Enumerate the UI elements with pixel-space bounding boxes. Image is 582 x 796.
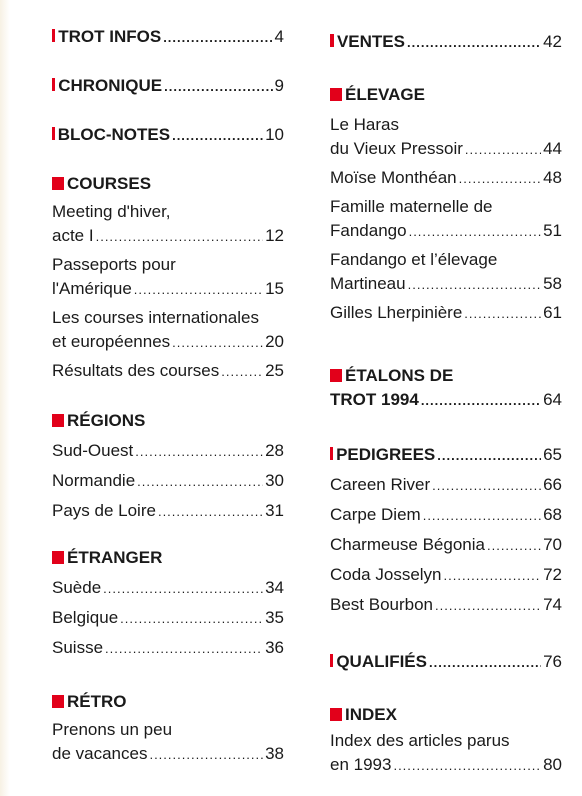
entry-text: Carpe Diem [330, 505, 421, 524]
page-number: 76 [543, 652, 562, 671]
leader-dots [172, 331, 263, 355]
red-square-icon [330, 34, 334, 47]
section-title: TROT INFOS [58, 27, 162, 46]
leader-dots [407, 31, 541, 55]
leader-dots [105, 637, 263, 661]
toc-entry[interactable] [52, 439, 284, 464]
toc-entry[interactable] [330, 166, 562, 191]
entry-text: Index des articles parus [330, 731, 510, 750]
leader-dots [135, 440, 263, 464]
leader-dots [103, 577, 263, 601]
toc-section-bloc-notes[interactable] [52, 123, 284, 148]
entry-text: Gilles Lherpinière [330, 303, 463, 322]
red-square-icon [330, 708, 342, 721]
section-title: RÉTRO [67, 692, 127, 711]
leader-dots [137, 470, 263, 494]
page-number: 34 [265, 578, 284, 597]
toc-section-etalons[interactable] [330, 364, 562, 413]
entry-text: Martineau [330, 274, 406, 293]
section-title: INDEX [345, 705, 397, 724]
section-title: QUALIFIÉS [336, 652, 427, 671]
toc-entry[interactable] [330, 503, 562, 528]
entry-text: Moïse Monthéan [330, 168, 457, 187]
entry-text: Famille maternelle de [330, 197, 493, 216]
entry-text: Sud-Ouest [52, 441, 134, 460]
red-square-icon [330, 369, 342, 382]
page-number: 80 [543, 755, 562, 774]
page-number: 51 [543, 221, 562, 240]
page-number: 70 [543, 535, 562, 554]
leader-dots [393, 754, 541, 778]
red-square-icon [330, 447, 333, 460]
leader-dots [172, 124, 263, 148]
page-number: 4 [274, 27, 284, 46]
leader-dots [444, 564, 542, 588]
entry-text: Careen River [330, 475, 431, 494]
entry-text: en 1993 [330, 755, 392, 774]
page-number: 72 [543, 565, 562, 584]
entry-text: Charmeuse Bégonia [330, 535, 485, 554]
toc-entry[interactable] [52, 636, 284, 661]
leader-dots [459, 167, 541, 191]
entry-text: Prenons un peu [52, 720, 173, 739]
entry-text: du Vieux Pressoir [330, 139, 463, 158]
entry-text: et européennes [52, 332, 171, 351]
section-title: RÉGIONS [67, 411, 146, 430]
entry-text: Meeting d'hiver, [52, 202, 171, 221]
toc-entry[interactable] [52, 253, 284, 302]
toc-section-courses [52, 172, 284, 384]
red-square-icon [52, 127, 55, 140]
toc-entry[interactable] [52, 718, 284, 767]
red-square-icon [330, 654, 333, 667]
page-number: 64 [543, 390, 562, 409]
leader-dots [432, 474, 541, 498]
red-square-icon [52, 551, 64, 564]
leader-dots [429, 651, 541, 675]
entry-text: l'Amérique [52, 279, 132, 298]
entry-text: Suisse [52, 638, 104, 657]
toc-entry[interactable] [52, 200, 284, 249]
entry-text: Résultats des courses [52, 361, 220, 380]
leader-dots [487, 534, 541, 558]
toc-section-qualifies[interactable] [330, 650, 562, 675]
toc-section-chronique[interactable] [52, 74, 284, 99]
page-number: 9 [274, 76, 284, 95]
entry-text: Pays de Loire [52, 501, 156, 520]
leader-dots [134, 278, 263, 302]
leader-dots [421, 389, 541, 413]
entry-text: Coda Josselyn [330, 565, 442, 584]
leader-dots [120, 607, 263, 631]
toc-section-trot-infos[interactable] [52, 25, 284, 50]
toc-entry[interactable] [52, 499, 284, 524]
section-title: TROT 1994 [330, 390, 419, 409]
toc-section-regions [52, 409, 284, 524]
toc-entry[interactable] [52, 606, 284, 631]
toc-entry[interactable] [330, 473, 562, 498]
toc-section-pedigrees [330, 443, 562, 618]
page-number: 35 [265, 608, 284, 627]
entry-text: Normandie [52, 471, 136, 490]
page-number: 15 [265, 279, 284, 298]
section-title: CHRONIQUE [58, 76, 163, 95]
leader-dots [164, 75, 272, 99]
red-square-icon [52, 29, 55, 42]
toc-entry[interactable] [330, 248, 562, 297]
toc-entry[interactable] [330, 195, 562, 244]
red-square-icon [52, 695, 64, 708]
leader-dots [409, 220, 542, 244]
section-title: PEDIGREES [336, 445, 436, 464]
leader-dots [437, 444, 541, 468]
entry-text: Suède [52, 578, 102, 597]
leader-dots [163, 26, 272, 50]
leader-dots [465, 138, 541, 162]
leader-dots [464, 302, 541, 326]
page-number: 44 [543, 139, 562, 158]
toc-entry[interactable] [330, 533, 562, 558]
page-number: 25 [265, 361, 284, 380]
toc-section-ventes[interactable] [330, 30, 562, 55]
section-title: VENTES [336, 32, 405, 51]
section-title: ÉLEVAGE [345, 85, 425, 104]
page-edge-shadow [0, 0, 10, 796]
toc-entry[interactable] [330, 113, 562, 162]
section-title: COURSES [67, 174, 152, 193]
page-number: 58 [543, 274, 562, 293]
red-square-icon [52, 78, 55, 91]
entry-text: Les courses internationales [52, 308, 259, 327]
leader-dots [408, 273, 541, 297]
entry-text: Belgique [52, 608, 119, 627]
page-number: 31 [265, 501, 284, 520]
toc-entry[interactable] [330, 301, 562, 326]
toc-entry[interactable] [330, 443, 562, 468]
page-number: 20 [265, 332, 284, 351]
red-square-icon [330, 88, 342, 101]
entry-text: acte I [52, 226, 94, 245]
entry-text: de vacances [52, 744, 148, 763]
leader-dots [423, 504, 541, 528]
page-number: 48 [543, 168, 562, 187]
entry-text: Best Bourbon [330, 595, 434, 614]
page-number: 38 [265, 744, 284, 763]
section-title: ÉTRANGER [67, 548, 163, 567]
section-title: BLOC-NOTES [57, 125, 171, 144]
toc-entry[interactable] [330, 729, 562, 778]
toc-entry[interactable] [330, 563, 562, 588]
toc-section-retro [52, 690, 284, 767]
entry-text: Le Haras [330, 115, 399, 134]
red-square-icon [52, 177, 64, 190]
page-number: 65 [543, 445, 562, 464]
leader-dots [158, 500, 263, 524]
entry-text: Passeports pour [52, 255, 176, 274]
page-number: 66 [543, 475, 562, 494]
red-square-icon [52, 414, 64, 427]
leader-dots [221, 360, 263, 384]
page-number: 28 [265, 441, 284, 460]
entry-text: Fandango [330, 221, 407, 240]
toc-section-elevage [330, 83, 562, 326]
page-number: 68 [543, 505, 562, 524]
toc-entry[interactable] [52, 359, 284, 384]
page-number: 30 [265, 471, 284, 490]
toc-entry[interactable] [330, 593, 562, 618]
page-number: 36 [265, 638, 284, 657]
page-number: 42 [543, 32, 562, 51]
leader-dots [435, 594, 541, 618]
toc-entry[interactable] [52, 306, 284, 355]
leader-dots [96, 225, 263, 249]
toc-section-etranger [52, 546, 284, 661]
page-number: 61 [543, 303, 562, 322]
page-number: 10 [265, 125, 284, 144]
leader-dots [149, 743, 263, 767]
entry-text: Fandango et l’élevage [330, 250, 498, 269]
section-title: ÉTALONS DE [345, 366, 454, 385]
toc-section-index [330, 703, 562, 778]
page-number: 12 [265, 226, 284, 245]
toc-entry[interactable] [52, 576, 284, 601]
page-number: 74 [543, 595, 562, 614]
toc-entry[interactable] [52, 469, 284, 494]
